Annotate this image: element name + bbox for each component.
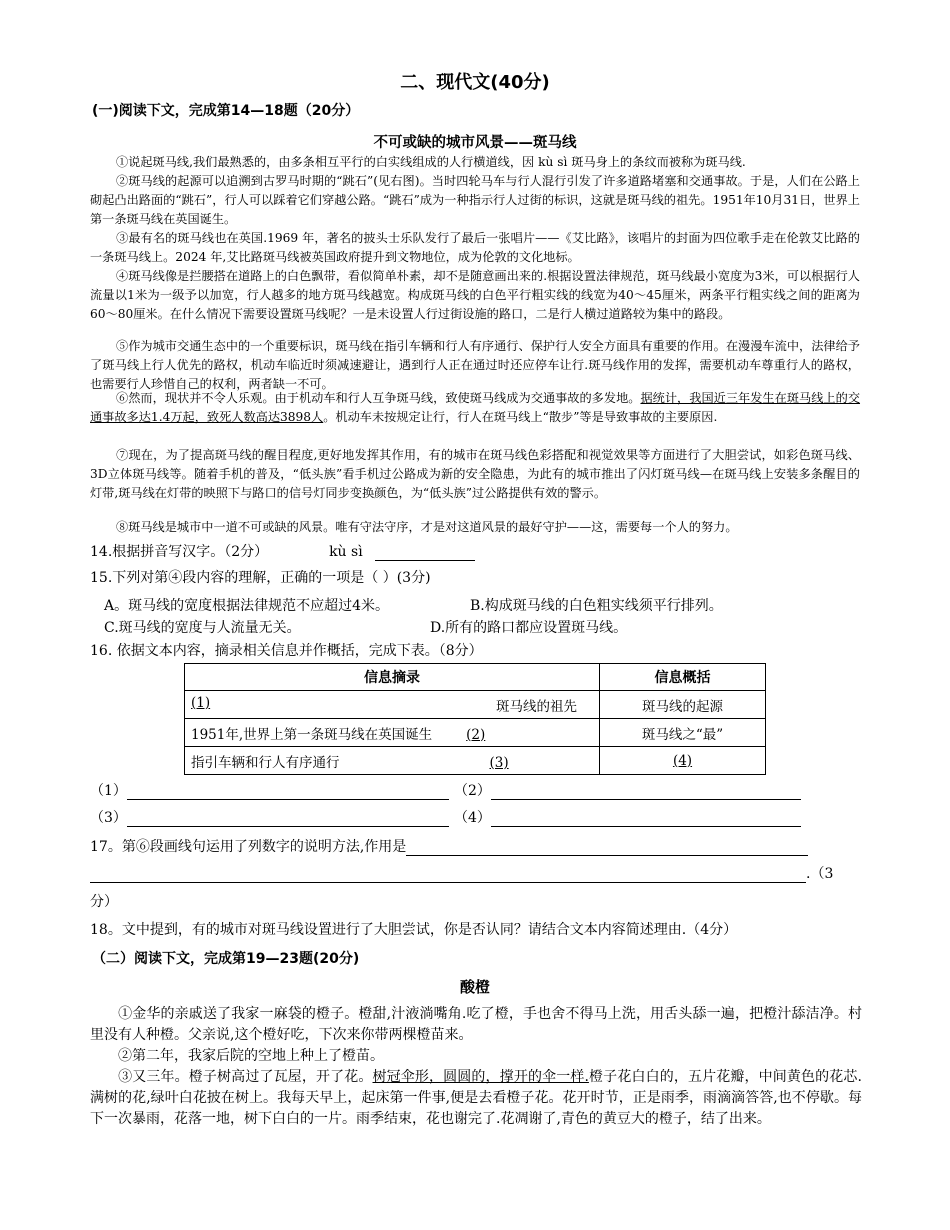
q17-answer-line-2[interactable] [90, 866, 806, 883]
q15-option-b[interactable]: B.构成斑马线的白色粗实线须平行排列。 [470, 598, 723, 614]
question-17-tail: 分） [90, 894, 118, 910]
paragraph-5: ⑤作为城市交通生态中的一个重要标识，斑马线在指引车辆和行人有序通行、保护行人安全方面具有重要的作用。在漫漫车流中，法律给予了斑马线上行人优先的路权，机动车临近时须减速避让，遇到行人正在通过时还应停车让行.斑马线作用的发挥，需要机动车尊重行人的路权，也需要行人珍惜自己的权利，两者缺一不可。 [90, 339, 860, 391]
q14-pinyin: kù sì [329, 544, 363, 560]
blank-4-marker: (4) [672, 752, 693, 769]
paragraph-2: ②斑马线的起源可以追溯到古罗马时期的“跳石”(见右图)。当时四轮马车与行人混行引发了许多道路堵塞和交通事故。于是，人们在公路上砌起凸出路面的“跳石”，行人可以踩着它们穿越公路。“跳石”成为一种指示行人过街的标识，这就是斑马线的祖先。1951年10月31日，世界上第一条斑马线在英国诞生。 [90, 174, 860, 226]
part2-title: 酸橙 [459, 978, 490, 996]
article-title: 不可或缺的城市风景——斑马线 [373, 135, 577, 151]
cell-text: 斑马线的起源 [600, 691, 766, 719]
blank-3-marker: (3) [489, 754, 509, 771]
paragraph-7: ⑦现在，为了提高斑马线的醒目程度,更好地发挥其作用，有的城市在斑马线色彩搭配和视觉效果等方面进行了大胆尝试，如彩色斑马线、3D立体斑马线等。随着手机的普及，“低头族”看手机过公路成为新的安全隐患，为此有的城市推出了闪灯斑马线—在斑马线上安装多条醒目的灯带,斑马线在灯带的映照下与路口的信号灯同步变换颜色，为“低头族”过公路提供有效的警示。 [90, 448, 860, 500]
question-17: 17。第⑥段画线句运用了列数字的说明方法,作用是 [90, 836, 808, 856]
part1-heading: (一)阅读下文，完成第14—18题（20分） [92, 103, 360, 119]
info-table [184, 663, 766, 775]
q14-answer-line[interactable] [375, 544, 475, 561]
cell-text: 指引车辆和行人有序通行 [191, 754, 340, 771]
answer-line-3[interactable]: （3） [90, 807, 449, 827]
paragraph-1: ①说起斑马线,我们最熟悉的，由多条相互平行的白实线组成的人行横道线，因 kù sì 斑马身上的条纹而被称为斑马线. [116, 155, 746, 169]
answer-line-4[interactable]: （4） [454, 807, 801, 827]
table-header-summary: 信息概括 [600, 664, 766, 691]
cell-text: 1951年,世界上第一条斑马线在英国诞生 [191, 726, 433, 743]
table-row [185, 747, 766, 775]
cell-text: 斑马线之“最” [600, 719, 766, 747]
q15-option-d[interactable]: D.所有的路口都应设置斑马线。 [430, 620, 628, 636]
paragraph-3: ③最有名的斑马线也在英国.1969 年，著名的披头士乐队发行了最后一张唱片——《艾比路》，该唱片的封面为四位歌手走在伦敦艾比路的一条斑马线上。2024 年,艾比路斑马线被英国政府提升到文物地位，成为伦敦的文化地标。 [90, 231, 860, 264]
blank-1-marker: (1) [191, 694, 211, 711]
answer-line-2[interactable]: （2） [454, 780, 801, 800]
blank-2-marker: (2) [466, 726, 486, 743]
q15-option-c[interactable]: C.斑马线的宽度与人流量无关。 [104, 620, 301, 636]
question-14: 14.根据拼音写汉字。（2分） kù sì [90, 541, 475, 561]
underlined-sentence: 树冠伞形，圆圆的，撑开的伞一样. [372, 1069, 589, 1085]
table-row [185, 691, 766, 719]
question-18: 18。文中提到，有的城市对斑马线设置进行了大胆尝试，你是否认同？请结合文本内容简述理由.（4分） [90, 922, 738, 938]
part2-paragraph-1: ①金华的亲戚送了我家一麻袋的橙子。橙甜,汁液淌嘴角.吃了橙，手也舍不得马上洗，用舌头舔一遍，把橙汁舔洁净。村里没有人种橙。父亲说,这个橙好吃，下次来你带两棵橙苗来。 [90, 1006, 862, 1043]
table-row [185, 719, 766, 747]
paragraph-6: ⑥然而，现状并不令人乐观。由于机动车和行人互争斑马线，致使斑马线成为交通事故的多发地。据统计，我国近三年发生在斑马线上的交通事故多达1.4万起，致死人数高达3898人。机动车未按规定让行，行人在斑马线上“散步”等是导致事故的主要原因. [90, 391, 861, 424]
paragraph-4: ④斑马线像是拦腰搭在道路上的白色飘带，看似简单朴素，却不是随意画出来的.根据设置法律规范，斑马线最小宽度为3米，可以根据行人流量以1米为一级予以加宽，行人越多的地方斑马线越宽。构成斑马线的白色平行粗实线的线宽为40～45厘米，两条平行粗实线之间的距离为60～80厘米。在什么情况下需要设置斑马线呢？一是未设置人行过街设施的路口，二是行人横过道路较为集中的路段。 [90, 269, 860, 321]
table-header-excerpt: 信息摘录 [185, 664, 600, 691]
part2-heading: （二）阅读下文，完成第19—23题(20分) [92, 951, 360, 967]
question-17-cont: .（3 [90, 863, 833, 883]
cell-text: 斑马线的祖先 [496, 698, 577, 715]
part2-paragraph-2: ②第二年，我家后院的空地上种上了橙苗。 [118, 1048, 384, 1064]
answer-line-1[interactable]: （1） [90, 780, 449, 800]
underlined-sentence: 据统计，我国近三年发生在斑马线上的交通事故多达1.4万起，致死人数高达3898人 [90, 391, 861, 424]
part2-paragraph-3: ③又三年。橙子树高过了瓦屋，开了花。树冠伞形，圆圆的，撑开的伞一样.橙子花白白的，五片花瓣，中间黄色的花芯.满树的花,绿叶白花披在树上。我每天早上，起床第一件事,便是去看橙子花。花开时节，正是雨季，雨滴滴答答,也不停歇。每下一次暴雨，花落一地，树下白白的一片。雨季结束，花也谢完了.花凋谢了,青色的黄豆大的橙子，结了出来。 [90, 1069, 862, 1127]
q17-answer-line[interactable] [406, 839, 808, 856]
question-16: 16. 依据文本内容，摘录相关信息并作概括，完成下表。（8分） [90, 643, 483, 659]
q15-option-a[interactable]: A。斑马线的宽度根据法律规范不应超过4米。 [104, 598, 390, 614]
paragraph-8: ⑧斑马线是城市中一道不可或缺的风景。唯有守法守序，才是对这道风景的最好守护——这，需要每一个人的努力。 [116, 520, 738, 534]
question-15: 15.下列对第④段内容的理解，正确的一项是（ ）(3分) [90, 570, 431, 586]
section-title: 二、现代文(40分) [400, 72, 550, 93]
